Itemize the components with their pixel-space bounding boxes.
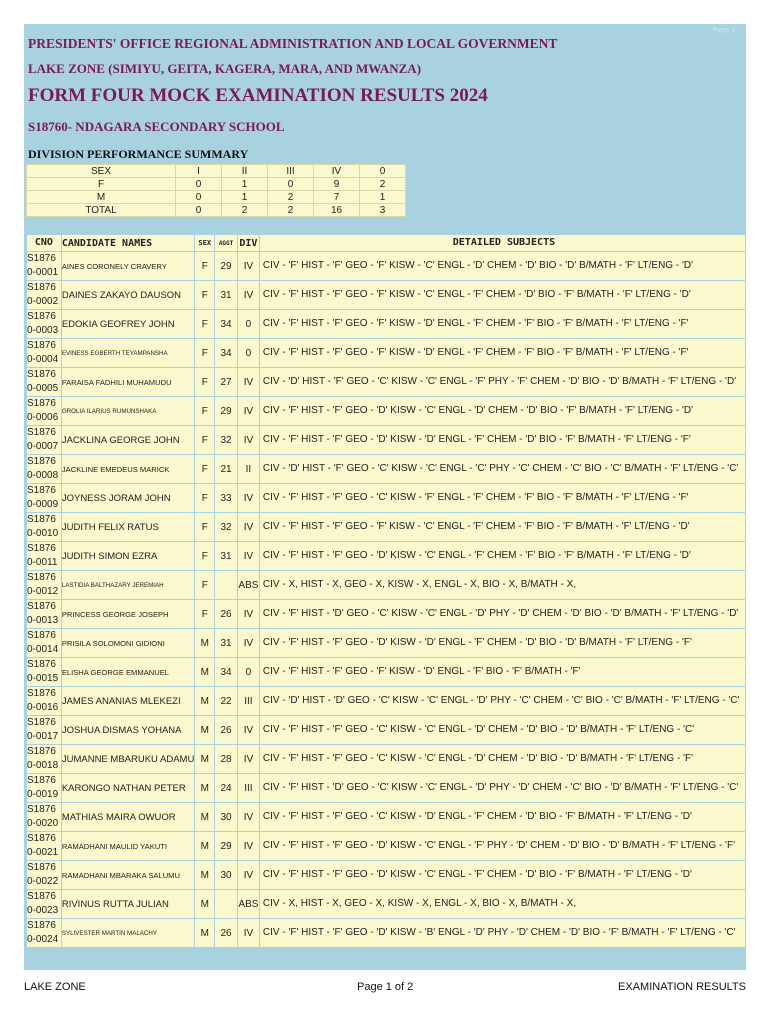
candidate-name: AINES CORONELY CRAVERY xyxy=(62,252,195,280)
candidate-aggregate: 31 xyxy=(215,629,237,657)
summary-row xyxy=(27,178,406,191)
candidate-aggregate: 21 xyxy=(215,455,237,483)
candidate-sex: M xyxy=(195,861,214,889)
candidate-sex: F xyxy=(195,397,214,425)
summary-cell: 2 xyxy=(268,191,314,204)
candidate-row xyxy=(27,368,745,396)
header-detailed-subjects: DETAILED SUBJECTS xyxy=(260,235,745,251)
candidate-name: FARAISA FADHILI MUHAMUDU xyxy=(62,368,195,396)
candidate-subjects: CIV - 'F' HIST - 'D' GEO - 'C' KISW - 'C' ENGL - 'D' PHY - 'D' CHEM - 'D' BIO - 'D' B/MATH - 'F' LT/ENG - 'D' xyxy=(260,600,745,628)
header-cno: CNO xyxy=(27,235,61,251)
summary-cell: 0 xyxy=(268,178,314,191)
candidate-row xyxy=(27,774,745,802)
summary-title: DIVISION PERFORMANCE SUMMARY xyxy=(28,147,249,161)
candidate-name: JUDITH SIMON EZRA xyxy=(62,542,195,570)
candidate-number-suffix: 0-0022 xyxy=(27,876,59,887)
candidate-number-suffix: 0-0010 xyxy=(27,528,59,539)
candidate-division: 0 xyxy=(238,658,259,686)
candidate-number xyxy=(27,426,61,454)
candidate-sex: F xyxy=(195,455,214,483)
candidate-name: EVINESS EGBERTH TEYAMPANSHA xyxy=(62,339,195,367)
candidate-name: DAINES ZAKAYO DAUSON xyxy=(62,281,195,309)
candidate-number-suffix: 0-0012 xyxy=(27,586,59,597)
summary-cell: 7 xyxy=(314,191,360,204)
candidate-number-prefix: S1876 xyxy=(27,775,56,786)
summary-cell: M xyxy=(27,191,176,204)
candidate-subjects: CIV - 'F' HIST - 'F' GEO - 'F' KISW - 'D' ENGL - 'F' CHEM - 'F' BIO - 'F' B/MATH - 'F' LT/ENG - 'F' xyxy=(260,310,745,338)
candidate-aggregate: 31 xyxy=(215,281,237,309)
candidate-number-prefix: S1876 xyxy=(27,630,56,641)
candidate-aggregate: 34 xyxy=(215,658,237,686)
candidate-sex: M xyxy=(195,803,214,831)
candidate-row xyxy=(27,397,745,425)
candidate-number xyxy=(27,339,61,367)
candidate-number-suffix: 0-0017 xyxy=(27,731,59,742)
candidate-row xyxy=(27,716,745,744)
candidate-division: III xyxy=(238,774,259,802)
candidate-number xyxy=(27,252,61,280)
candidate-sex: M xyxy=(195,629,214,657)
candidate-sex: M xyxy=(195,658,214,686)
candidate-aggregate: 29 xyxy=(215,832,237,860)
candidate-name: KARONGO NATHAN PETER xyxy=(62,774,195,802)
candidate-division: IV xyxy=(238,281,259,309)
candidate-name: JACKLINE EMEDEUS MARICK xyxy=(62,455,195,483)
candidate-row xyxy=(27,252,745,280)
candidate-subjects: CIV - 'F' HIST - 'F' GEO - 'F' KISW - 'D' ENGL - 'F' BIO - 'F' B/MATH - 'F' xyxy=(260,658,745,686)
candidate-subjects: CIV - 'F' HIST - 'F' GEO - 'C' KISW - 'C' ENGL - 'D' CHEM - 'D' BIO - 'D' B/MATH - 'F' LT/ENG - 'C' xyxy=(260,716,745,744)
candidate-row xyxy=(27,600,745,628)
candidate-name: JUDITH FELIX RATUS xyxy=(62,513,195,541)
candidate-name: LASTIDIA BALTHAZARY JEREMIAH xyxy=(62,571,195,599)
candidate-number-suffix: 0-0021 xyxy=(27,847,59,858)
candidate-subjects: CIV - 'F' HIST - 'F' GEO - 'F' KISW - 'C' ENGL - 'F' CHEM - 'F' BIO - 'F' B/MATH - 'F' LT/ENG - 'D' xyxy=(260,513,745,541)
candidate-aggregate: 32 xyxy=(215,513,237,541)
candidate-aggregate xyxy=(215,890,237,918)
candidate-division: ABS xyxy=(238,890,259,918)
candidate-subjects: CIV - X, HIST - X, GEO - X, KISW - X, ENGL - X, BIO - X, B/MATH - X, xyxy=(260,890,745,918)
candidate-division: IV xyxy=(238,397,259,425)
candidate-division: IV xyxy=(238,629,259,657)
candidate-number-prefix: S1876 xyxy=(27,746,56,757)
candidate-name: JOYNESS JORAM JOHN xyxy=(62,484,195,512)
candidate-number xyxy=(27,658,61,686)
candidate-number-prefix: S1876 xyxy=(27,543,56,554)
candidate-subjects: CIV - 'F' HIST - 'D' GEO - 'C' KISW - 'C' ENGL - 'D' PHY - 'D' CHEM - 'C' BIO - 'D' B/MATH - 'F' LT/ENG - 'C' xyxy=(260,774,745,802)
candidate-number xyxy=(27,513,61,541)
candidate-number xyxy=(27,745,61,773)
candidate-division: IV xyxy=(238,832,259,860)
candidate-number xyxy=(27,484,61,512)
candidate-sex: F xyxy=(195,339,214,367)
candidate-sex: F xyxy=(195,426,214,454)
candidate-subjects: CIV - 'D' HIST - 'D' GEO - 'C' KISW - 'C' ENGL - 'D' PHY - 'C' CHEM - 'C' BIO - 'C' B/MATH - 'F' LT/ENG - 'C' xyxy=(260,687,745,715)
candidate-row xyxy=(27,281,745,309)
candidate-row xyxy=(27,861,745,889)
candidate-aggregate: 30 xyxy=(215,803,237,831)
candidate-row xyxy=(27,426,745,454)
results-sheet xyxy=(24,24,746,970)
candidate-division: IV xyxy=(238,745,259,773)
candidate-name: RAMADHANI MBARAKA SALUMU xyxy=(62,861,195,889)
candidate-division: ABS xyxy=(238,571,259,599)
candidate-subjects: CIV - 'F' HIST - 'F' GEO - 'C' KISW - 'C' ENGL - 'D' CHEM - 'D' BIO - 'D' B/MATH - 'F' LT/ENG - 'F' xyxy=(260,745,745,773)
summary-cell: 2 xyxy=(360,178,406,191)
candidate-sex: M xyxy=(195,832,214,860)
summary-header-cell: 0 xyxy=(360,165,406,178)
candidate-sex: F xyxy=(195,281,214,309)
candidate-subjects: CIV - 'D' HIST - 'F' GEO - 'C' KISW - 'C' ENGL - 'C' PHY - 'C' CHEM - 'C' BIO - 'C' B/MATH - 'F' LT/ENG - 'C' xyxy=(260,455,745,483)
candidate-number-suffix: 0-0020 xyxy=(27,818,59,829)
summary-cell: F xyxy=(27,178,176,191)
candidate-name: ELISHA GEORGE EMMANUEL xyxy=(62,658,195,686)
candidate-number xyxy=(27,774,61,802)
header-candidate-names: CANDIDATE NAMES xyxy=(62,235,195,251)
candidate-subjects: CIV - 'F' HIST - 'F' GEO - 'C' KISW - 'D' ENGL - 'F' CHEM - 'D' BIO - 'F' B/MATH - 'F' LT/ENG - 'D' xyxy=(260,803,745,831)
candidate-aggregate: 26 xyxy=(215,919,237,947)
summary-cell: 2 xyxy=(222,204,268,217)
candidate-number-prefix: S1876 xyxy=(27,369,56,380)
candidate-sex: F xyxy=(195,368,214,396)
candidate-name: MATHIAS MAIRA OWUOR xyxy=(62,803,195,831)
candidate-number-prefix: S1876 xyxy=(27,340,56,351)
summary-header-cell: II xyxy=(222,165,268,178)
candidate-sex: M xyxy=(195,890,214,918)
candidate-number-prefix: S1876 xyxy=(27,456,56,467)
division-summary-table xyxy=(26,164,406,217)
summary-cell: 1 xyxy=(222,178,268,191)
candidate-row xyxy=(27,803,745,831)
candidate-name: SYLIVESTER MARTIN MALACHY xyxy=(62,919,195,947)
candidate-number xyxy=(27,310,61,338)
candidate-row xyxy=(27,890,745,918)
candidate-aggregate: 28 xyxy=(215,745,237,773)
candidate-name: JAMES ANANIAS MLEKEZI xyxy=(62,687,195,715)
candidate-number-suffix: 0-0018 xyxy=(27,760,59,771)
candidate-number xyxy=(27,600,61,628)
candidate-number xyxy=(27,397,61,425)
candidate-number-suffix: 0-0013 xyxy=(27,615,59,626)
candidate-number xyxy=(27,687,61,715)
results-table xyxy=(26,234,746,948)
candidate-number-prefix: S1876 xyxy=(27,833,56,844)
candidate-aggregate: 31 xyxy=(215,542,237,570)
summary-cell: 0 xyxy=(176,178,222,191)
candidate-division: IV xyxy=(238,861,259,889)
candidate-sex: F xyxy=(195,571,214,599)
candidate-division: IV xyxy=(238,542,259,570)
candidate-sex: M xyxy=(195,774,214,802)
candidate-number xyxy=(27,629,61,657)
candidate-number xyxy=(27,861,61,889)
candidate-sex: F xyxy=(195,513,214,541)
summary-cell: TOTAL xyxy=(27,204,176,217)
candidate-row xyxy=(27,310,745,338)
candidate-sex: M xyxy=(195,745,214,773)
candidate-name: JOSHUA DISMAS YOHANA xyxy=(62,716,195,744)
candidate-number-suffix: 0-0024 xyxy=(27,934,59,945)
candidate-number-prefix: S1876 xyxy=(27,891,56,902)
candidate-number xyxy=(27,890,61,918)
candidate-subjects: CIV - 'D' HIST - 'F' GEO - 'C' KISW - 'C' ENGL - 'F' PHY - 'F' CHEM - 'D' BIO - 'D' B/MATH - 'F' LT/ENG - 'D' xyxy=(260,368,745,396)
candidate-number-prefix: S1876 xyxy=(27,572,56,583)
candidate-number xyxy=(27,803,61,831)
candidate-row xyxy=(27,919,745,947)
candidate-subjects: CIV - 'F' HIST - 'F' GEO - 'D' KISW - 'D' ENGL - 'F' CHEM - 'D' BIO - 'F' B/MATH - 'F' LT/ENG - 'F' xyxy=(260,426,745,454)
candidate-division: IV xyxy=(238,484,259,512)
candidate-subjects: CIV - 'F' HIST - 'F' GEO - 'F' KISW - 'C' ENGL - 'F' CHEM - 'D' BIO - 'F' B/MATH - 'F' LT/ENG - 'D' xyxy=(260,281,745,309)
candidate-number-prefix: S1876 xyxy=(27,717,56,728)
candidate-number-suffix: 0-0009 xyxy=(27,499,59,510)
candidate-number-prefix: S1876 xyxy=(27,862,56,873)
page-label: Page 1 xyxy=(712,26,736,34)
candidate-row xyxy=(27,687,745,715)
summary-cell: 0 xyxy=(176,204,222,217)
summary-cell: 9 xyxy=(314,178,360,191)
candidate-number-suffix: 0-0005 xyxy=(27,383,59,394)
candidate-sex: F xyxy=(195,542,214,570)
candidate-number-suffix: 0-0002 xyxy=(27,296,59,307)
footer-right: EXAMINATION RESULTS xyxy=(618,981,746,993)
candidate-sex: M xyxy=(195,687,214,715)
header-div: DIV xyxy=(238,235,259,251)
candidate-number-suffix: 0-0015 xyxy=(27,673,59,684)
candidate-number-suffix: 0-0001 xyxy=(27,267,59,278)
candidate-number-prefix: S1876 xyxy=(27,485,56,496)
summary-cell: 1 xyxy=(222,191,268,204)
footer-left: LAKE ZONE xyxy=(24,981,86,993)
candidate-name: PRISILA SOLOMONI GIDIONI xyxy=(62,629,195,657)
candidate-row xyxy=(27,484,745,512)
candidate-number-suffix: 0-0019 xyxy=(27,789,59,800)
candidate-aggregate: 33 xyxy=(215,484,237,512)
candidate-division: IV xyxy=(238,919,259,947)
zone-heading: LAKE ZONE (SIMIYU, GEITA, KAGERA, MARA, AND MWANZA) xyxy=(28,61,422,76)
candidate-number xyxy=(27,832,61,860)
candidate-subjects: CIV - 'F' HIST - 'F' GEO - 'D' KISW - 'B' ENGL - 'D' PHY - 'D' CHEM - 'D' BIO - 'F' B/MATH - 'F' LT/ENG - 'C' xyxy=(260,919,745,947)
summary-cell: 2 xyxy=(268,204,314,217)
candidate-aggregate: 29 xyxy=(215,252,237,280)
candidate-name: EDOKIA GEOFREY JOHN xyxy=(62,310,195,338)
candidate-division: IV xyxy=(238,513,259,541)
candidate-number-prefix: S1876 xyxy=(27,514,56,525)
summary-cell: 0 xyxy=(176,191,222,204)
candidate-number-prefix: S1876 xyxy=(27,311,56,322)
candidate-name: GROLIA ILARIUS RUMUNSHAKA xyxy=(62,397,195,425)
school-name: S18760- NDAGARA SECONDARY SCHOOL xyxy=(28,119,285,134)
candidate-number-suffix: 0-0006 xyxy=(27,412,59,423)
candidate-number-suffix: 0-0004 xyxy=(27,354,59,365)
summary-row xyxy=(27,191,406,204)
candidate-subjects: CIV - 'F' HIST - 'F' GEO - 'F' KISW - 'C' ENGL - 'D' CHEM - 'D' BIO - 'D' B/MATH - 'F' LT/ENG - 'D' xyxy=(260,252,745,280)
candidate-number-suffix: 0-0011 xyxy=(27,557,58,568)
header-aggt: AGGT xyxy=(215,235,237,251)
candidate-row xyxy=(27,745,745,773)
candidate-number-prefix: S1876 xyxy=(27,601,56,612)
candidate-aggregate: 34 xyxy=(215,310,237,338)
candidate-number xyxy=(27,455,61,483)
candidate-sex: F xyxy=(195,600,214,628)
candidate-sex: F xyxy=(195,484,214,512)
candidate-division: IV xyxy=(238,600,259,628)
candidate-sex: M xyxy=(195,919,214,947)
candidate-number xyxy=(27,281,61,309)
candidate-aggregate: 34 xyxy=(215,339,237,367)
candidate-number-suffix: 0-0023 xyxy=(27,905,59,916)
exam-title: FORM FOUR MOCK EXAMINATION RESULTS 2024 xyxy=(28,85,488,106)
candidate-subjects: CIV - 'F' HIST - 'F' GEO - 'D' KISW - 'C' ENGL - 'F' CHEM - 'F' BIO - 'F' B/MATH - 'F' LT/ENG - 'D' xyxy=(260,542,745,570)
candidate-division: IV xyxy=(238,368,259,396)
summary-header-cell: III xyxy=(268,165,314,178)
summary-row xyxy=(27,204,406,217)
candidate-subjects: CIV - 'F' HIST - 'F' GEO - 'D' KISW - 'C' ENGL - 'F' PHY - 'D' CHEM - 'D' BIO - 'D' B/MATH - 'F' LT/ENG - 'F' xyxy=(260,832,745,860)
candidate-number xyxy=(27,716,61,744)
candidate-sex: F xyxy=(195,310,214,338)
candidate-division: III xyxy=(238,687,259,715)
summary-cell: 1 xyxy=(360,191,406,204)
candidate-division: IV xyxy=(238,716,259,744)
candidate-number-prefix: S1876 xyxy=(27,282,56,293)
candidate-aggregate: 30 xyxy=(215,861,237,889)
candidate-sex: F xyxy=(195,252,214,280)
candidate-number-prefix: S1876 xyxy=(27,688,56,699)
candidate-row xyxy=(27,339,745,367)
candidate-number-suffix: 0-0007 xyxy=(27,441,59,452)
candidate-row xyxy=(27,658,745,686)
candidate-row xyxy=(27,513,745,541)
summary-cell: 3 xyxy=(360,204,406,217)
candidate-subjects: CIV - 'F' HIST - 'F' GEO - 'F' KISW - 'D' ENGL - 'F' CHEM - 'F' BIO - 'F' B/MATH - 'F' LT/ENG - 'F' xyxy=(260,339,745,367)
summary-cell: 16 xyxy=(314,204,360,217)
candidate-number-prefix: S1876 xyxy=(27,427,56,438)
candidate-row xyxy=(27,832,745,860)
candidate-subjects: CIV - 'F' HIST - 'F' GEO - 'C' KISW - 'F' ENGL - 'F' CHEM - 'F' BIO - 'F' B/MATH - 'F' LT/ENG - 'F' xyxy=(260,484,745,512)
candidate-name: PRINCESS GEORGE JOSEPH xyxy=(62,600,195,628)
candidate-subjects: CIV - 'F' HIST - 'F' GEO - 'D' KISW - 'D' ENGL - 'F' CHEM - 'D' BIO - 'D' B/MATH - 'F' LT/ENG - 'F' xyxy=(260,629,745,657)
footer-page: Page 1 of 2 xyxy=(357,981,414,993)
candidate-aggregate: 26 xyxy=(215,716,237,744)
candidate-number-suffix: 0-0016 xyxy=(27,702,59,713)
candidate-division: IV xyxy=(238,426,259,454)
candidate-number-prefix: S1876 xyxy=(27,920,56,931)
results-header-row xyxy=(27,235,745,251)
office-heading: PRESIDENTS' OFFICE REGIONAL ADMINISTRATION AND LOCAL GOVERNMENT xyxy=(28,36,558,51)
candidate-number-suffix: 0-0003 xyxy=(27,325,59,336)
candidate-number xyxy=(27,571,61,599)
summary-header-cell: IV xyxy=(314,165,360,178)
candidate-aggregate: 32 xyxy=(215,426,237,454)
candidate-aggregate: 29 xyxy=(215,397,237,425)
candidate-aggregate: 24 xyxy=(215,774,237,802)
candidate-row xyxy=(27,542,745,570)
candidate-name: JUMANNE MBARUKU ADAMU xyxy=(62,745,195,773)
candidate-number-suffix: 0-0008 xyxy=(27,470,59,481)
candidate-division: 0 xyxy=(238,310,259,338)
candidate-name: RIVINUS RUTTA JULIAN xyxy=(62,890,195,918)
candidate-aggregate: 22 xyxy=(215,687,237,715)
candidate-number-prefix: S1876 xyxy=(27,804,56,815)
candidate-aggregate: 27 xyxy=(215,368,237,396)
summary-header-cell: I xyxy=(176,165,222,178)
candidate-number-prefix: S1876 xyxy=(27,659,56,670)
candidate-name: JACKLINA GEORGE JOHN xyxy=(62,426,195,454)
candidate-division: IV xyxy=(238,803,259,831)
candidate-subjects: CIV - X, HIST - X, GEO - X, KISW - X, ENGL - X, BIO - X, B/MATH - X, xyxy=(260,571,745,599)
candidate-subjects: CIV - 'F' HIST - 'F' GEO - 'D' KISW - 'C' ENGL - 'D' CHEM - 'D' BIO - 'F' B/MATH - 'F' LT/ENG - 'D' xyxy=(260,397,745,425)
candidate-row xyxy=(27,629,745,657)
candidate-sex: M xyxy=(195,716,214,744)
candidate-number-prefix: S1876 xyxy=(27,398,56,409)
candidate-number-suffix: 0-0014 xyxy=(27,644,59,655)
candidate-division: 0 xyxy=(238,339,259,367)
candidate-name: RAMADHANI MAULID YAKUTI xyxy=(62,832,195,860)
candidate-number-prefix: S1876 xyxy=(27,253,56,264)
summary-header-row xyxy=(27,165,406,178)
candidate-division: II xyxy=(238,455,259,483)
candidate-aggregate: 26 xyxy=(215,600,237,628)
candidate-number xyxy=(27,919,61,947)
candidate-division: IV xyxy=(238,252,259,280)
candidate-number xyxy=(27,542,61,570)
candidate-subjects: CIV - 'F' HIST - 'F' GEO - 'D' KISW - 'C' ENGL - 'F' CHEM - 'D' BIO - 'F' B/MATH - 'F' LT/ENG - 'D' xyxy=(260,861,745,889)
summary-header-cell: SEX xyxy=(27,165,176,178)
header-sex: SEX xyxy=(195,235,214,251)
candidate-number xyxy=(27,368,61,396)
candidate-row xyxy=(27,571,745,599)
candidate-aggregate xyxy=(215,571,237,599)
candidate-row xyxy=(27,455,745,483)
